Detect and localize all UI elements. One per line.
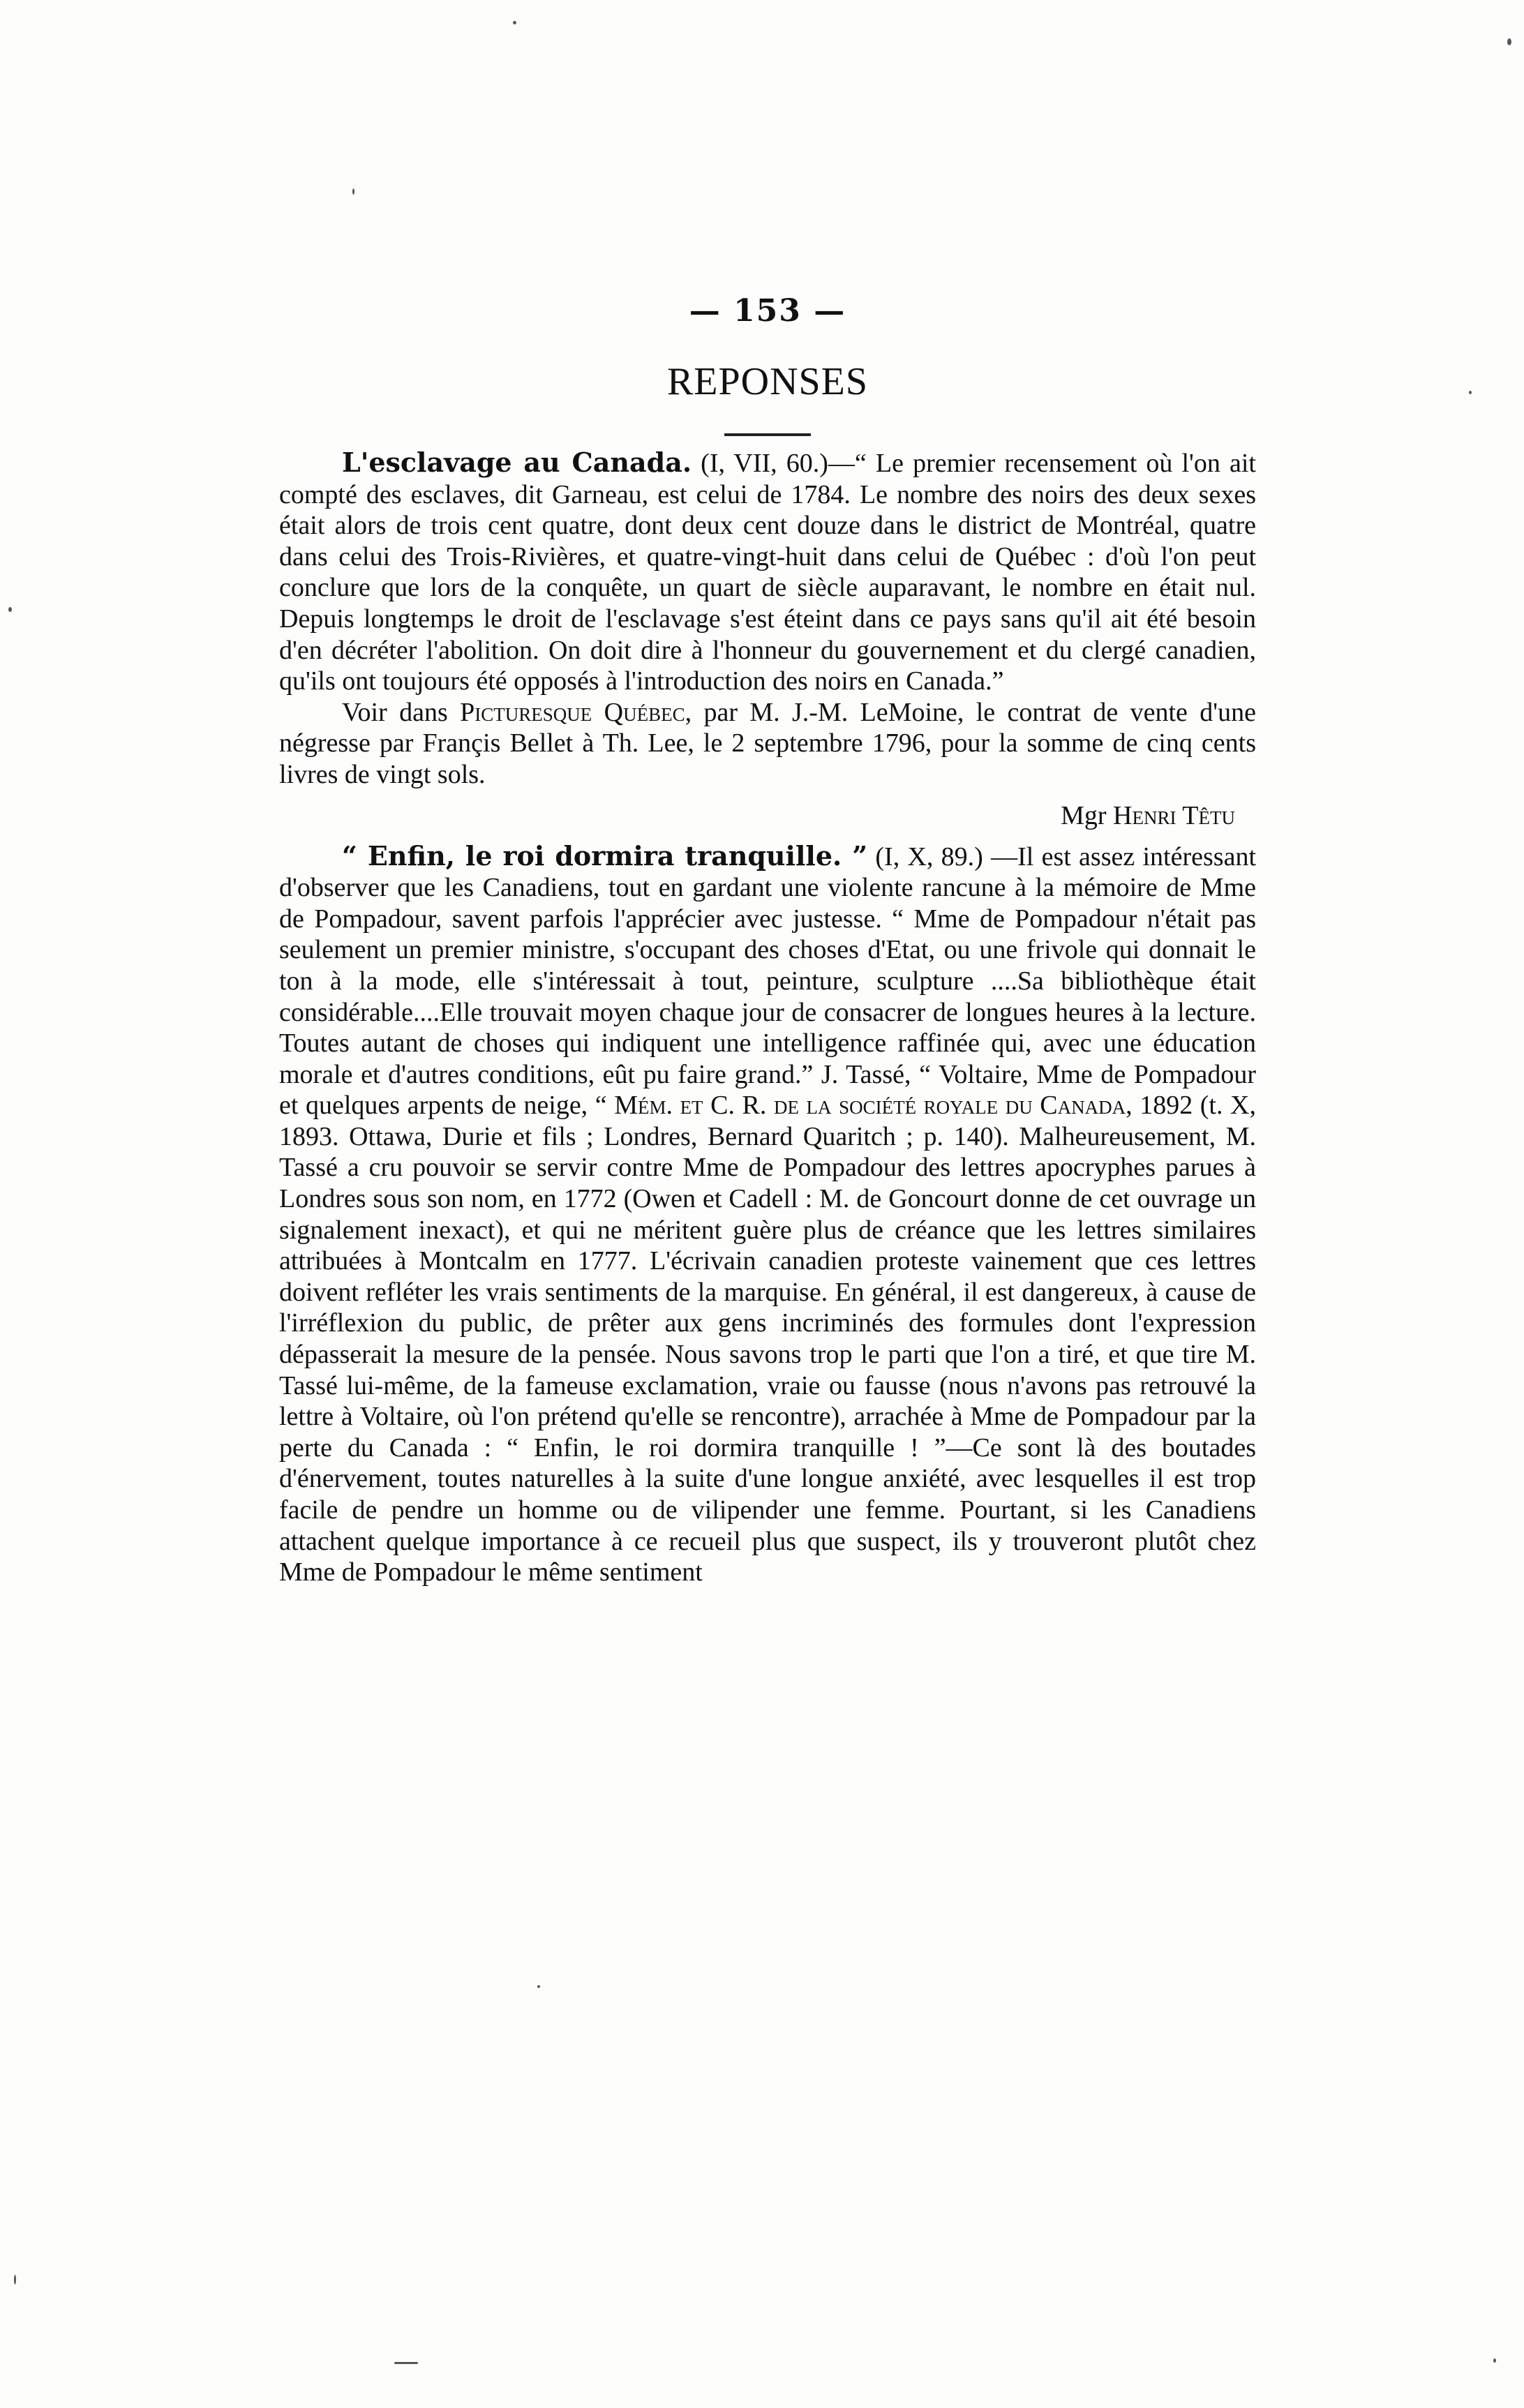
signature-prefix: Mgr (1061, 800, 1114, 830)
author-signature (279, 800, 1256, 831)
entry-continuation (279, 697, 1256, 791)
print-speck (1469, 391, 1472, 394)
entry-body-part-a: (I, X, 89.) —Il est assez intéressant d'observer que les Canadiens, tout en gardant une violente rancune à la mémoire de Mme de Pompadour, savent parfois l'apprécier avec justesse. “ Mme de Pompadour n'était pas seulement un premier ministre, s'occupant des choses d'Etat, ou une frivole qui donnait le ton à la mode, elle s'intéressait à tout, peinture, sculpture ....Sa bibliothèque était considérable....Elle trouvait moyen chaque jour de consacrer de longues heures à la lecture. Toutes autant de choses qui indiquent une intelligence raffinée qui, avec une éducation morale et d'autres conditions, eût pu faire grand.” J. Tassé, “ Voltaire, Mme de Pompadour et quelques arpents de neige, “ (279, 842, 1256, 1121)
entry-body: (I, VII, 60.)—“ Le premier recensement où l'on ait compté des esclaves, dit Garneau, est celui de 1784. Le nombre des noirs des deux sexes était alors de trois cent quatre, dont deux cent douze dans le district de Montréal, quatre dans celui des Trois-Rivières, et quatre-vingt-huit dans celui de Québec : d'où l'on peut conclure que lors de la conquête, un quart de siècle auparavant, le nombre en était nul. Depuis longtemps le droit de l'esclavage s'est éteint dans ce pays sans qu'il ait été besoin d'en décréter l'abolition. On doit dire à l'honneur du gouvernement et du clergé canadien, qu'ils ont toujours été opposés à l'introduction des noirs en Canada.” (279, 449, 1256, 696)
print-speck (394, 2362, 418, 2364)
entry-slavery-in-canada (279, 447, 1256, 831)
print-speck (14, 2275, 16, 2284)
entry-king-will-sleep (279, 841, 1256, 1588)
print-speck (513, 21, 516, 24)
entry-paragraph (279, 841, 1256, 1588)
continuation-suffix: , par M. J.-M. LeMoine, le contrat de vente d'une négresse par Françis Bellet à Th. Lee, le 2 septembre 1796, pour la somme de cinq cents livres de vingt sols. (279, 697, 1256, 789)
entry-title: L'esclavage au Canada. (342, 447, 692, 478)
print-speck (8, 607, 12, 612)
print-speck (1507, 38, 1511, 45)
heading-rule (724, 433, 811, 436)
continuation-prefix: Voir dans (342, 697, 461, 727)
section-heading: REPONSES (666, 360, 869, 403)
journal-title: Mém. et C. R. de la société royale du Canada (614, 1091, 1126, 1121)
entry-title: “ Enfin, le roi dormira tranquille. ” (342, 839, 868, 872)
print-speck (352, 188, 354, 195)
print-speck (537, 1985, 540, 1988)
entry-paragraph (279, 447, 1256, 697)
page-number: — 153 — (689, 293, 846, 329)
book-title: Picturesque Québec (460, 697, 685, 727)
entry-body-part-b: , 1892 (t. X, 1893. Ottawa, Durie et fils ; Londres, Bernard Quaritch ; p. 140). Malheureusement, M. Tassé a cru pouvoir se servir contre Mme de Pompadour des lettres apocryphes parues à Londres sous son nom, en 1772 (Owen et Cadell : M. de Goncourt donne de cet ouvrage un signalement inexact), et qui ne méritent guère plus de créance que les lettres similaires attribuées à Montcalm en 1777. L'écrivain canadien proteste vainement que ces lettres doivent refléter les vrais sentiments de la marquise. En général, il est dangereux, à cause de l'irréflexion du public, de prêter aux gens incriminés des formules dont l'expression dépasserait la mesure de la pensée. Nous savons trop le parti que l'on a tiré, et que tire M. Tassé lui-même, de la fameuse exclamation, vraie ou fausse (nous n'avons pas retrouvé la lettre à Voltaire, où l'on prétend qu'elle se rencontre), arrachée à Mme de Pompadour par la perte du Canada : “ Enfin, le roi dormira tranquille ! ”—Ce sont là des boutades d'énervement, toutes naturelles à la suite d'une longue anxiété, avec lesquelles il est trop facile de pendre un homme ou de vilipender une femme. Pourtant, si les Canadiens attachent quelque importance à ce recueil plus que suspect, ils y trouveront plutôt chez Mme de Pompadour le même sentiment (279, 1091, 1256, 1587)
book-page (279, 293, 1256, 1588)
print-speck (1493, 2358, 1496, 2363)
signature-name: Henri Têtu (1113, 800, 1235, 830)
